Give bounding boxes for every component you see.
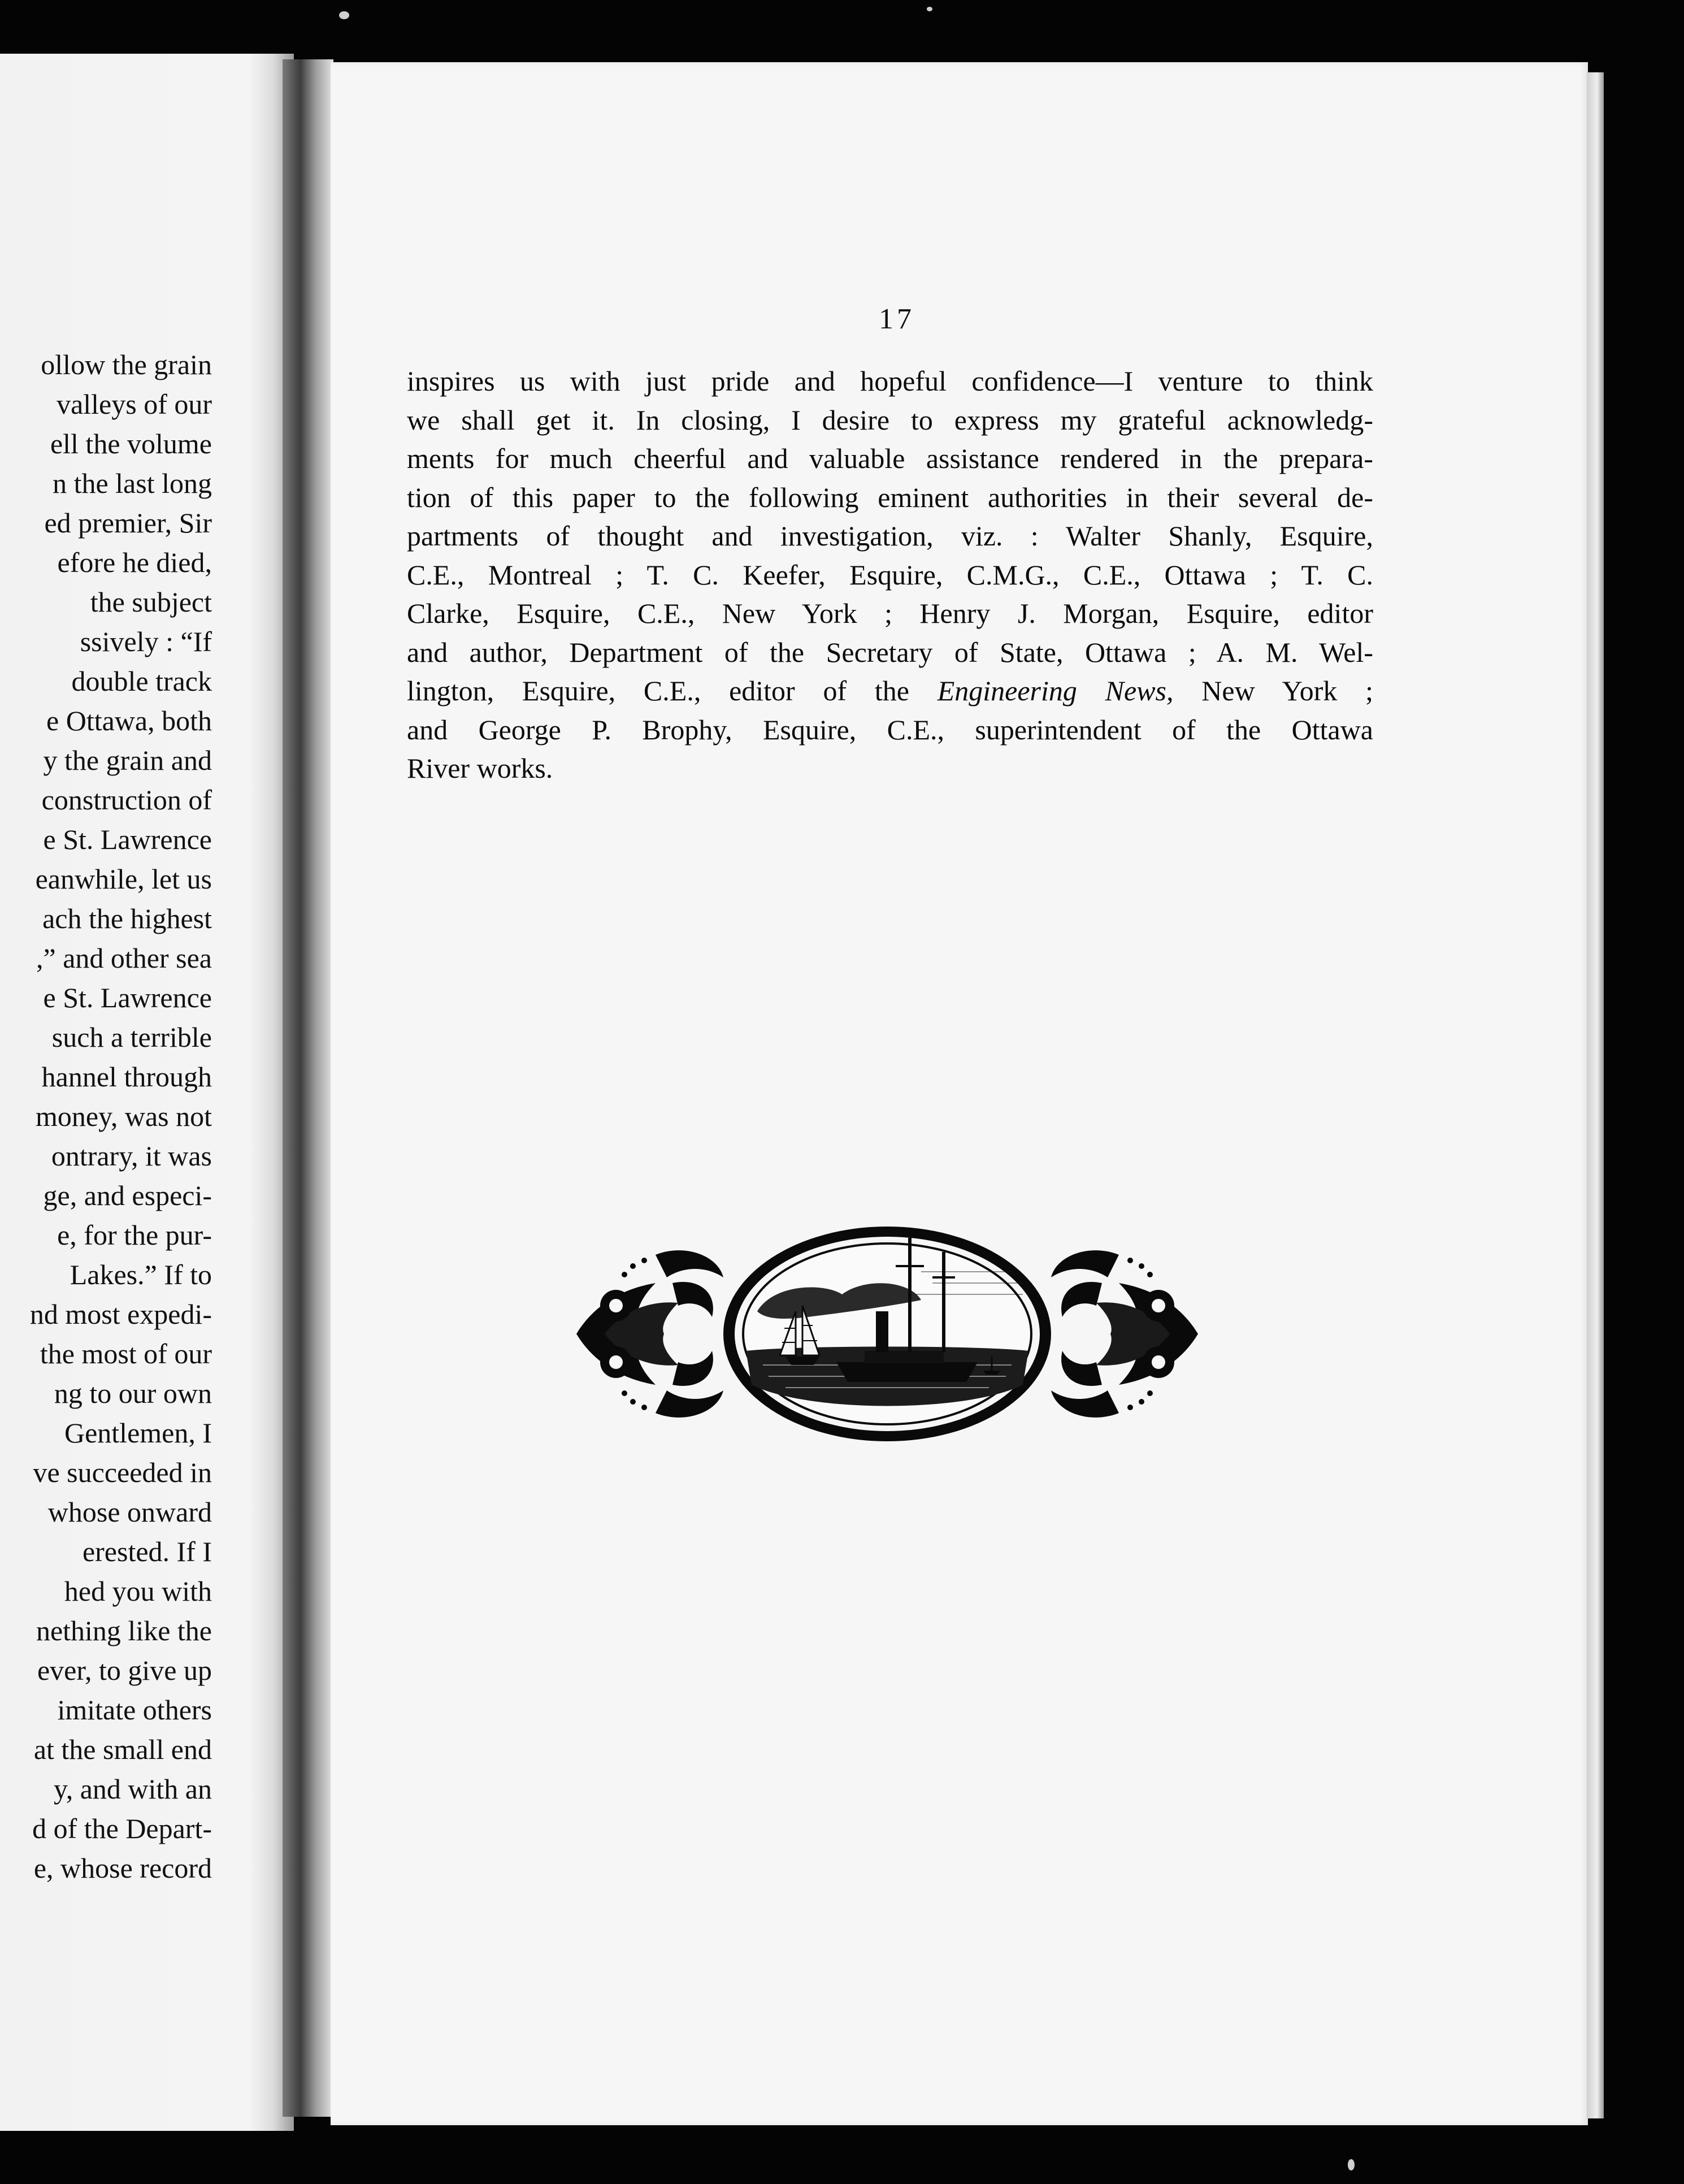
scan-speck	[1348, 2159, 1355, 2170]
text-line: inspires us with just pride and hopeful confidence—I venture to think	[407, 365, 1373, 397]
left-line: ed premier, Sir	[44, 507, 212, 539]
left-line: whose onward	[47, 1496, 212, 1528]
left-line: ach the highest	[42, 903, 212, 934]
text-line: C.E., Montreal ; T. C. Keefer, Esquire, C.M.G., C.E., Ottawa ; T. C.	[407, 558, 1373, 591]
left-line: e St. Lawrence	[43, 824, 212, 855]
text-line: we shall get it. In closing, I desire to express my grateful acknowledg-	[407, 404, 1373, 436]
left-line: e, for the pur-	[57, 1219, 212, 1251]
left-line: eanwhile, let us	[35, 863, 212, 895]
page-edge	[1587, 72, 1604, 2118]
left-line: y, and with an	[53, 1773, 212, 1805]
left-line: Lakes.” If to	[70, 1259, 212, 1290]
scan-speck	[927, 7, 932, 11]
left-line: ,” and other sea	[36, 942, 212, 974]
scan-speck	[339, 11, 349, 19]
left-line: hed you with	[64, 1575, 212, 1607]
text-line: Clarke, Esquire, C.E., New York ; Henry J. Morgan, Esquire, editor	[407, 597, 1373, 629]
left-line: hannel through	[41, 1061, 212, 1093]
left-line: ge, and especi-	[43, 1180, 212, 1211]
left-facing-page	[0, 54, 294, 2131]
left-line: efore he died,	[57, 547, 212, 578]
left-line: ontrary, it was	[51, 1140, 212, 1172]
left-line: erested. If I	[82, 1536, 212, 1567]
left-line: the subject	[90, 586, 212, 618]
left-line: money, was not	[36, 1100, 212, 1132]
text-segment: New York ;	[1201, 675, 1373, 707]
italic-title-engineering-news: Engineering News,	[937, 675, 1174, 707]
body-paragraph	[407, 362, 1373, 788]
left-line: ell the volume	[50, 428, 212, 460]
text-line: partments of thought and investigation, viz. : Walter Shanly, Esquire,	[407, 520, 1373, 552]
left-line: Gentlemen, I	[64, 1417, 212, 1449]
left-line: construction of	[41, 784, 212, 816]
left-line: ollow the grain	[41, 349, 212, 380]
text-segment: lington, Esquire, C.E., editor of the	[407, 675, 909, 707]
left-line: d of the Depart-	[32, 1813, 212, 1844]
text-line: and George P. Brophy, Esquire, C.E., superintendent of the Ottawa	[407, 713, 1373, 746]
left-line: the most of our	[40, 1338, 212, 1370]
book-gutter-shadow	[283, 59, 333, 2117]
text-line: ments for much cheerful and valuable assistance rendered in the prepara-	[407, 443, 1373, 474]
left-line: e, whose record	[33, 1852, 212, 1884]
left-line: ve succeeded in	[33, 1457, 212, 1488]
left-line: n the last long	[53, 467, 212, 499]
left-line: e Ottawa, both	[46, 705, 212, 736]
page-number: 17	[879, 303, 915, 335]
left-line: nething like the	[36, 1615, 212, 1646]
left-line: ssively : “If	[80, 626, 212, 657]
text-line: and author, Department of the Secretary of State, Ottawa ; A. M. Wel-	[407, 636, 1373, 668]
left-line: y the grain and	[43, 744, 212, 776]
left-line: ever, to give up	[37, 1654, 212, 1686]
text-line: tion of this paper to the following eminent authorities in their several de-	[407, 481, 1373, 513]
text-line: River works.	[407, 752, 553, 784]
left-line: e St. Lawrence	[43, 982, 212, 1013]
left-line: double track	[71, 665, 212, 697]
left-line: at the small end	[33, 1734, 212, 1765]
left-line: imitate others	[57, 1694, 212, 1726]
text-line-with-italic	[407, 671, 1373, 710]
left-line: nd most expedi-	[29, 1298, 212, 1330]
ship-vignette-icon	[571, 1221, 1204, 1447]
left-line: such a terrible	[51, 1021, 212, 1053]
left-line: valleys of our	[57, 388, 212, 420]
left-line: ng to our own	[54, 1377, 212, 1409]
left-page-text	[0, 345, 212, 1888]
